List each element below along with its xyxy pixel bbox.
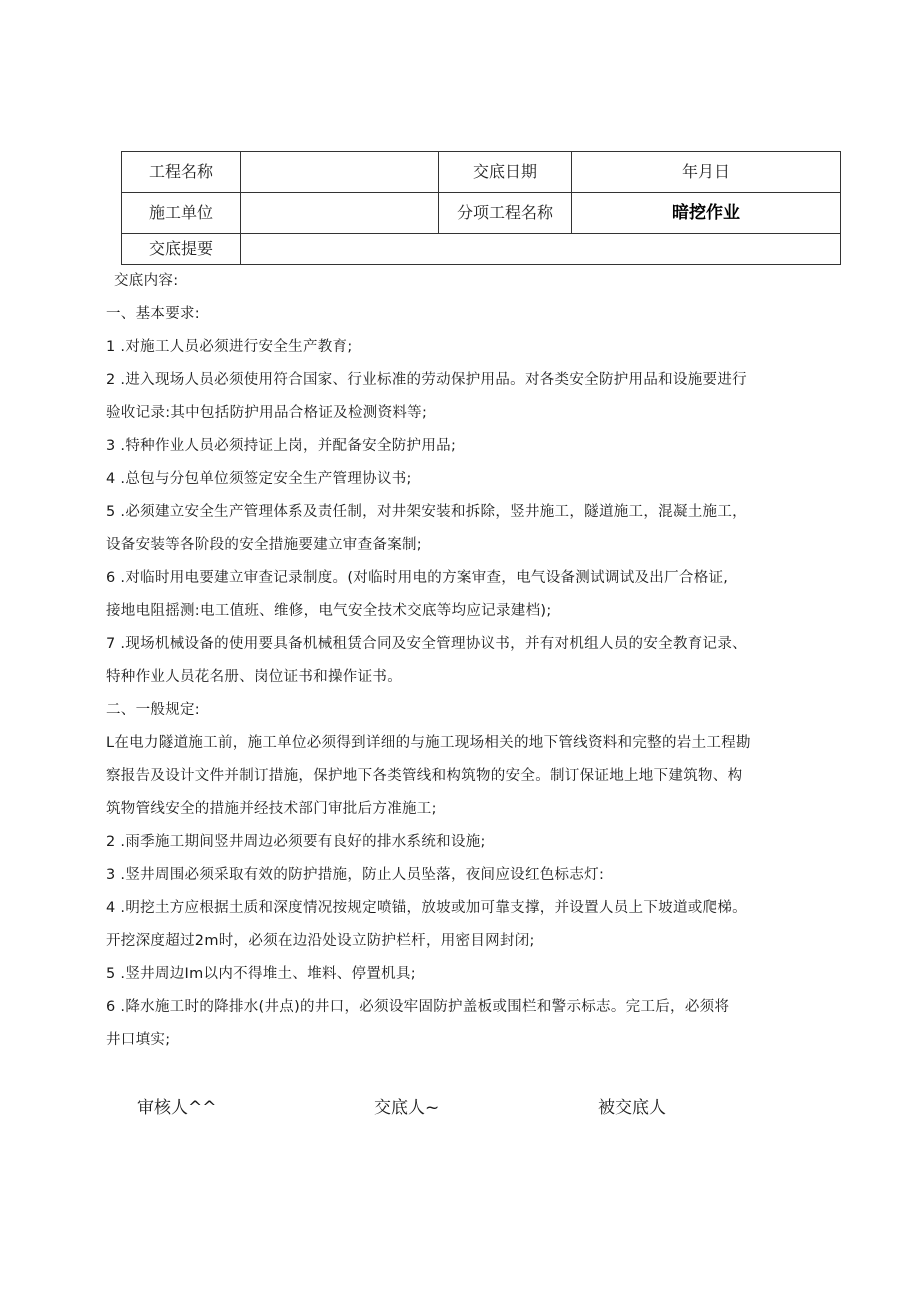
sub-project-value: 暗挖作业 [572,193,841,234]
section2-line: 察报告及设计文件并制订措施，保护地下各类管线和构筑物的安全。制订保证地上地下建筑物、构 [106,768,743,784]
section1-heading: 一、基本要求: [106,306,200,322]
section1-line: 验收记录:其中包括防护用品合格证及检测资料等; [106,405,428,421]
date-value: 年月日 [572,152,841,193]
discloser-label: 交底人~ [374,1098,440,1118]
project-name-value [241,152,439,193]
header-table [121,151,841,265]
section2-heading: 二、一般规定: [106,702,200,718]
sub-project-label: 分项工程名称 [439,193,572,234]
project-name-label: 工程名称 [122,152,241,193]
section1-line: 特种作业人员花名册、岗位证书和操作证书。 [106,669,402,685]
section2-line: 2 .雨季施工期间竖井周边必须要有良好的排水系统和设施; [106,834,486,850]
section1-line: 1 .对施工人员必须进行安全生产教育; [106,339,353,355]
content-title: 交底内容: [114,273,179,289]
section1-line: 6 .对临时用电要建立审查记录制度。(对临时用电的方案审查，电气设备测试调试及出厂合格证, [106,570,729,586]
section2-line: 3 .竖井周围必须采取有效的防护措施，防止人员坠落，夜间应设红色标志灯: [106,867,605,883]
section1-line: 2 .进入现场人员必须使用符合国家、行业标准的劳动保护用品。对各类安全防护用品和设施要进行 [106,372,747,388]
disclosure-content [106,271,858,1063]
reviewer-label: 审核人^^ [137,1098,217,1118]
signature-row [0,1093,920,1118]
construction-unit-value [241,193,439,234]
section1-line: 7 .现场机械设备的使用要具备机械租赁合同及安全管理协议书，并有对机组人员的安全教育记录、 [106,636,747,652]
section2-line: 5 .竖井周边Im以内不得堆土、堆料、停置机具; [106,966,416,982]
section1-line: 5 .必须建立安全生产管理体系及责任制，对井架安装和拆除，竖井施工，隧道施工，混凝土施工， [106,504,747,520]
section2-line: 4 .明挖土方应根据土质和深度情况按规定喷锚，放坡或加可靠支撑，并设置人员上下坡道或爬梯。 [106,900,747,916]
header-row-1 [122,152,841,193]
construction-unit-label: 施工单位 [122,193,241,234]
section2-line: 井口填实; [106,1032,171,1048]
section2-line: 筑物管线安全的措施并经技术部门审批后方准施工; [106,801,437,817]
summary-value [241,234,841,265]
section2-line: L在电力隧道施工前，施工单位必须得到详细的与施工现场相关的地下管线资料和完整的岩土工程勘 [106,735,751,751]
section1-line: 设备安装等各阶段的安全措施要建立审查备案制; [106,537,422,553]
summary-label: 交底提要 [122,234,241,265]
header-row-2 [122,193,841,234]
section1-line: 3 .特种作业人员必须持证上岗，并配备安全防护用品; [106,438,457,454]
section1-line: 4 .总包与分包单位须签定安全生产管理协议书; [106,471,412,487]
date-label: 交底日期 [439,152,572,193]
header-row-3 [122,234,841,265]
section2-line: 开挖深度超过2m时，必须在边沿处设立防护栏杆，用密目网封闭; [106,933,535,949]
section1-line: 接地电阻摇测:电工值班、维修，电气安全技术交底等均应记录建档); [106,603,552,619]
recipient-label: 被交底人 [598,1098,666,1118]
section2-line: 6 .降水施工时的降排水(井点)的井口，必须设牢固防护盖板或围栏和警示标志。完工后，必须将 [106,999,730,1015]
